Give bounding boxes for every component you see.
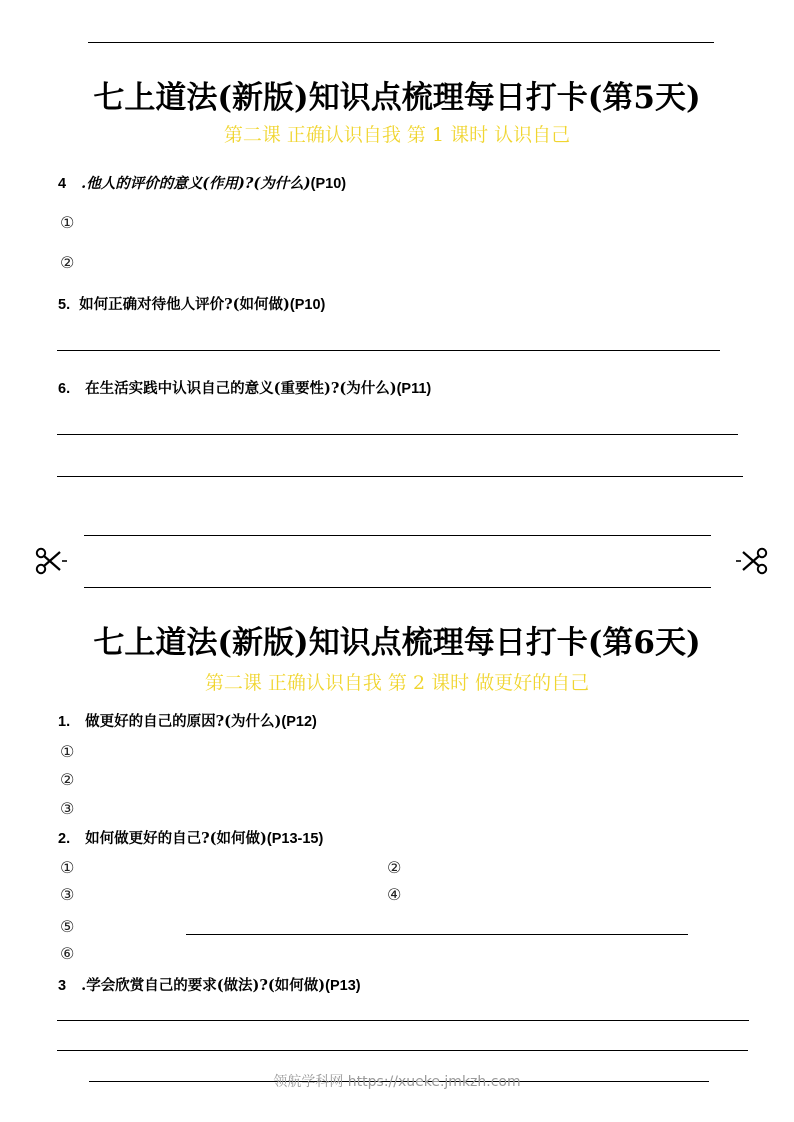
- cut-line-upper: [84, 535, 711, 536]
- answer-marker-1: ①: [60, 213, 75, 232]
- answer-line: [57, 350, 720, 351]
- question-4: [58, 172, 346, 193]
- question-2-page: (P13-15): [266, 831, 324, 847]
- question-2: [58, 827, 323, 848]
- answer-line: [57, 1050, 748, 1051]
- question-4-page: (P10): [310, 176, 347, 192]
- scissors-icon: [735, 546, 769, 576]
- subtitle-day5: 第二课 正确认识自我 第 1 课时 认识自己: [223, 124, 571, 146]
- answer-marker-2: ②: [387, 858, 402, 877]
- question-2-text: 如何做更好的自己?(如何做): [85, 830, 267, 847]
- question-6-text: 在生活实践中认识自己的意义(重要性)?(为什么): [85, 380, 397, 397]
- question-6-number: 6.: [58, 381, 71, 397]
- answer-marker-1: ①: [60, 742, 75, 761]
- answer-marker-2: ②: [60, 253, 75, 272]
- question-1: [58, 710, 317, 731]
- question-5: [58, 293, 325, 314]
- top-rule: [88, 42, 714, 43]
- question-1-text: 做更好的自己的原因?(为什么): [85, 713, 282, 730]
- question-6: [58, 377, 431, 398]
- answer-marker-5: ⑤: [60, 917, 75, 936]
- question-5-page: (P10): [289, 297, 326, 313]
- question-3-page: (P13): [325, 978, 361, 994]
- answer-marker-3: ③: [60, 799, 75, 818]
- answer-marker-3: ③: [60, 885, 75, 904]
- page-title-day6: 七上道法(新版)知识点梳理每日打卡(第6天): [93, 625, 701, 661]
- question-6-page: (P11): [396, 381, 432, 397]
- answer-marker-2: ②: [60, 770, 75, 789]
- subtitle-day6: 第二课 正确认识自我 第 2 课时 做更好的自己: [204, 672, 590, 694]
- watermark: 领航学科网 https://xueke.jmkzh.com: [273, 1074, 521, 1090]
- question-1-number: 1.: [58, 714, 71, 730]
- answer-line: [57, 434, 738, 435]
- question-3: [58, 974, 361, 995]
- answer-line: [186, 934, 688, 935]
- question-4-text: .他人的评价的意义(作用)?(为什么): [81, 175, 311, 192]
- question-2-number: 2.: [58, 831, 71, 847]
- question-1-page: (P12): [281, 714, 317, 730]
- question-5-text: 如何正确对待他人评价?(如何做): [79, 296, 290, 313]
- question-3-number: 3: [58, 978, 67, 994]
- page-title-day5: 七上道法(新版)知识点梳理每日打卡(第5天): [93, 80, 701, 116]
- answer-line: [57, 476, 743, 477]
- cut-line-lower: [84, 587, 711, 588]
- question-4-number: 4: [58, 176, 67, 192]
- scissors-icon: [34, 546, 68, 576]
- answer-marker-4: ④: [387, 885, 402, 904]
- question-5-number: 5.: [58, 297, 71, 313]
- answer-marker-1: ①: [60, 858, 75, 877]
- answer-marker-6: ⑥: [60, 944, 75, 963]
- answer-line: [57, 1020, 749, 1021]
- question-3-text: .学会欣赏自己的要求(做法)?(如何做): [81, 977, 326, 994]
